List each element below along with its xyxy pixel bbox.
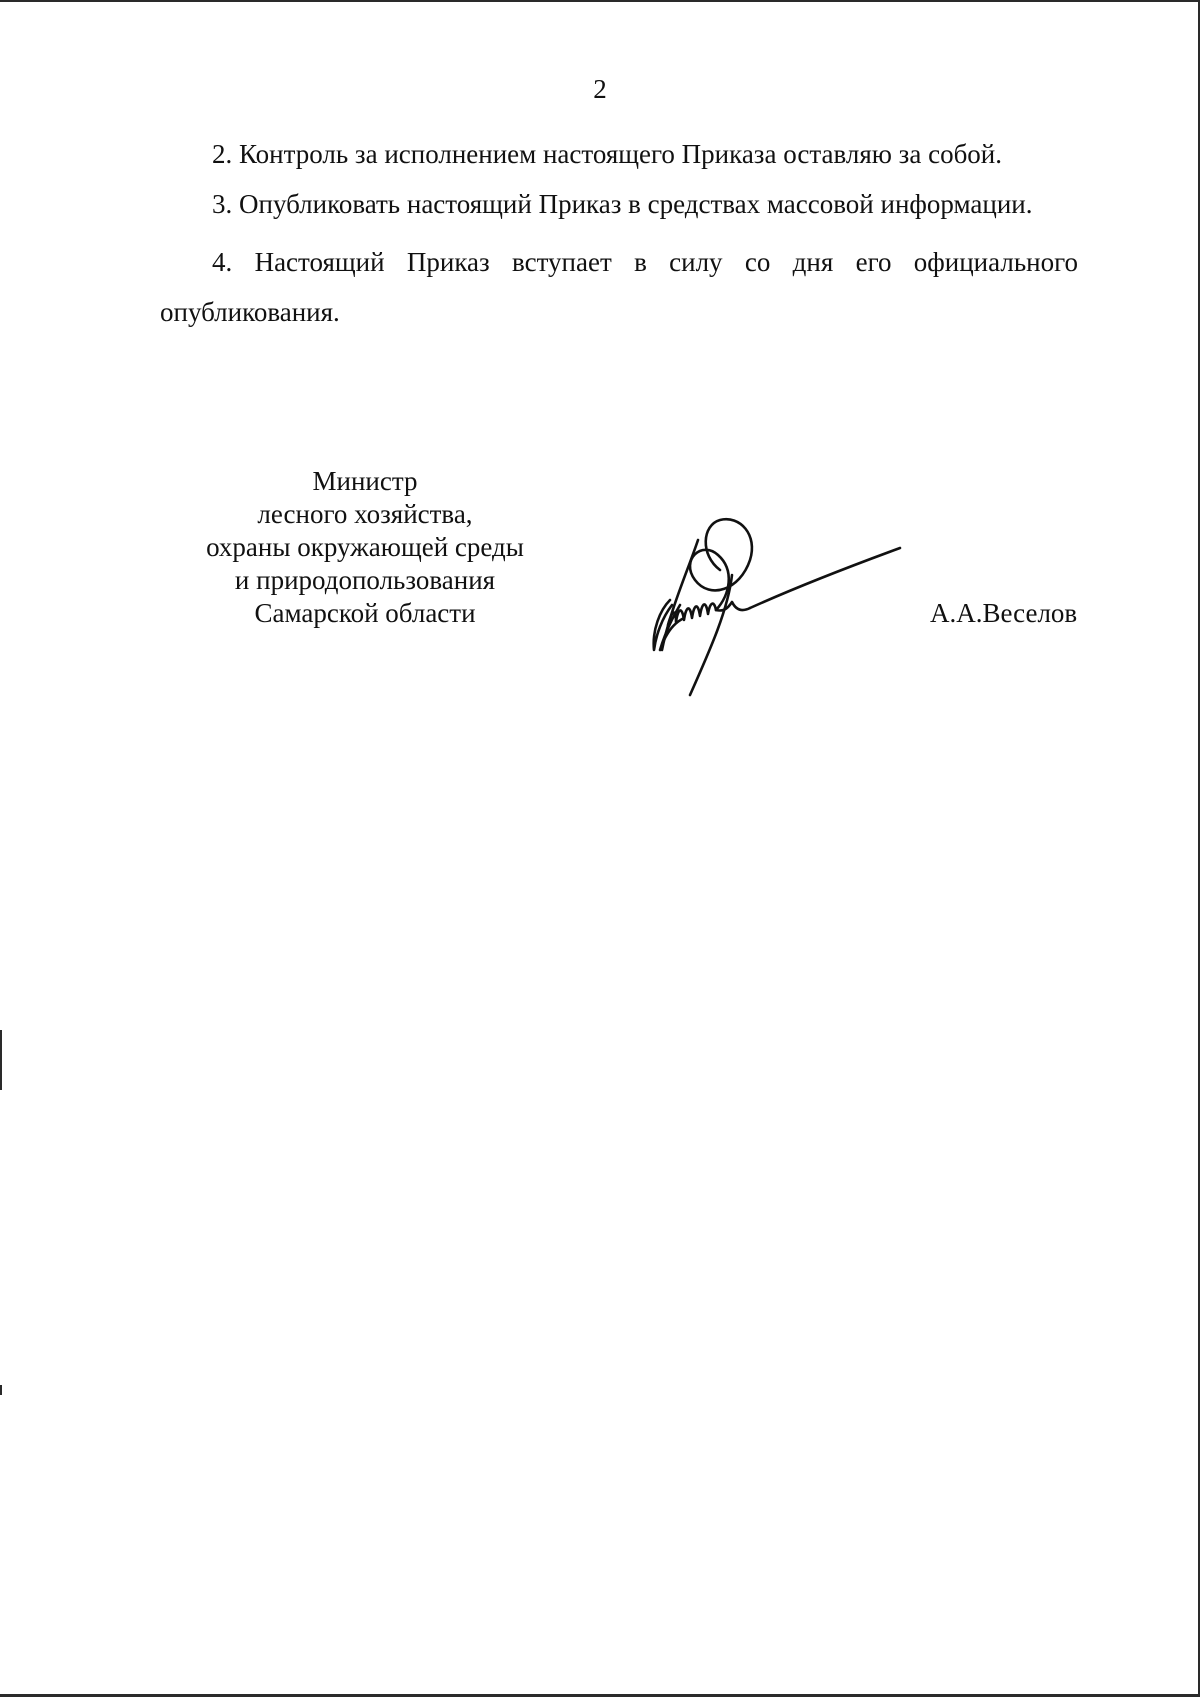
signer-name: А.А.Веселов bbox=[930, 598, 1078, 628]
page-number: 2 bbox=[593, 74, 607, 104]
signatory-line: Самарской области bbox=[254, 598, 476, 628]
paragraph-3: 3. Опубликовать настоящий Приказ в средствах массовой информации. bbox=[212, 189, 1033, 219]
signatory-line: и природопользования bbox=[234, 565, 496, 595]
scan-edge-left-mark-small bbox=[0, 1385, 2, 1395]
signatory-title bbox=[170, 465, 560, 630]
paragraph-4: 4. Настоящий Приказ вступает в силу со дня его официального опубликования. bbox=[160, 247, 1078, 327]
scan-edge-top bbox=[0, 0, 1200, 2]
scan-edge-left-mark bbox=[0, 1030, 2, 1090]
paragraph-2: 2. Контроль за исполнением настоящего Приказа оставляю за собой. bbox=[212, 139, 1003, 169]
handwritten-signature bbox=[640, 500, 940, 700]
signatory-line: Министр bbox=[312, 466, 418, 496]
signatory-line: охраны окружающей среды bbox=[206, 532, 524, 562]
signatory-line: лесного хозяйства, bbox=[257, 499, 473, 529]
